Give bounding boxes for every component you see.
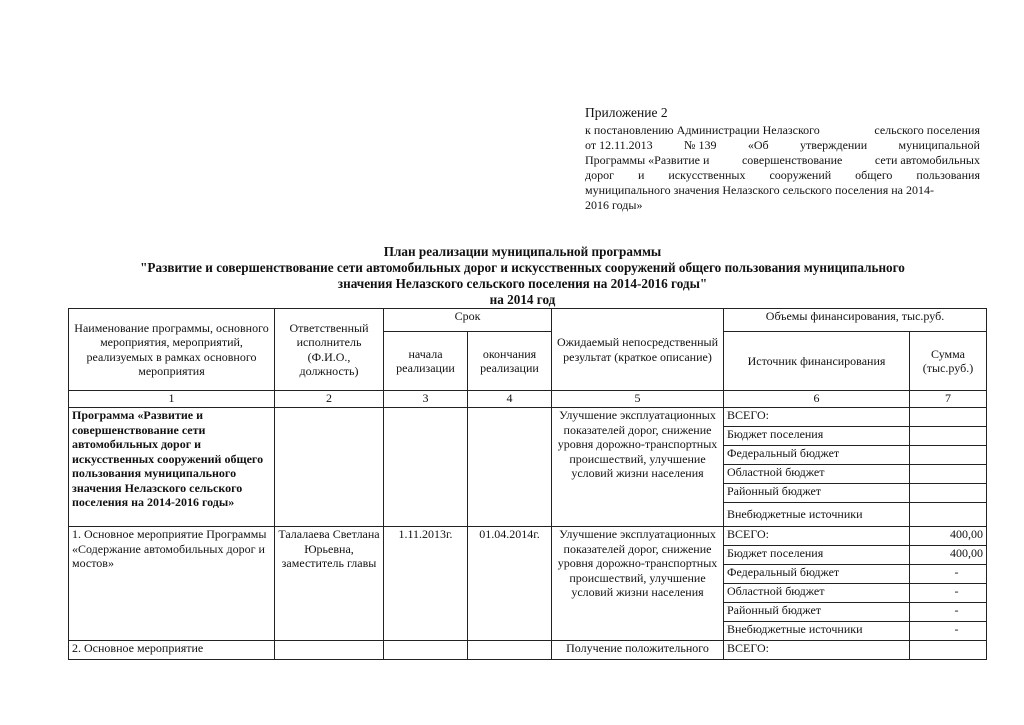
col-number: 7 — [910, 391, 987, 408]
funding-source: ВСЕГО: — [724, 527, 910, 546]
funding-sum: 400,00 — [910, 527, 987, 546]
funding-source: Областной бюджет — [724, 465, 910, 484]
program-start — [384, 408, 468, 527]
header-term: Срок — [384, 309, 552, 332]
col-number: 1 — [69, 391, 275, 408]
appendix-text: № 139 — [684, 138, 717, 152]
col-number: 6 — [724, 391, 910, 408]
header-end: окончания реализации — [468, 332, 552, 391]
appendix-text: искусственных — [668, 168, 746, 182]
appendix-text: к постановлению Администрации Нелазского — [585, 123, 820, 137]
activity-end — [468, 641, 552, 660]
appendix-line — [585, 183, 980, 198]
appendix-text: муниципальной — [898, 138, 980, 152]
appendix-line — [585, 198, 980, 213]
appendix-text: сельского поселения — [874, 123, 980, 137]
header-name: Наименование программы, основного мероприятия, мероприятий, реализуемых в рамках основного мероприятия — [69, 309, 275, 391]
appendix-line — [585, 168, 980, 183]
appendix-block — [585, 104, 980, 213]
funding-source: Бюджет поселения — [724, 546, 910, 565]
appendix-text: от 12.11.2013 — [585, 138, 653, 152]
appendix-line — [585, 153, 980, 168]
activity-responsible: Талалаева Светлана Юрьевна, заместитель главы — [275, 527, 384, 641]
funding-sum — [910, 503, 987, 527]
title-line: "Развитие и совершенствование сети автомобильных дорог и искусственных сооружений общего пользования муниципального — [140, 260, 905, 275]
header-responsible: Ответственный исполнитель (Ф.И.О., должность) — [275, 309, 384, 391]
table-row — [69, 527, 987, 546]
appendix-line — [585, 138, 980, 153]
funding-sum: - — [910, 584, 987, 603]
appendix-line — [585, 123, 980, 138]
activity-start — [384, 641, 468, 660]
col-number: 5 — [552, 391, 724, 408]
program-expected: Улучшение эксплуатационных показателей дорог, снижение уровня дорожно-транспортных происшествий, улучшение условий жизни населения — [552, 408, 724, 527]
funding-sum — [910, 465, 987, 484]
header-start: начала реализации — [384, 332, 468, 391]
column-number-row — [69, 391, 987, 408]
appendix-text: 2016 годы» — [585, 198, 643, 212]
appendix-text: «Об — [747, 138, 769, 152]
appendix-text: общего — [855, 168, 893, 182]
funding-source: Федеральный бюджет — [724, 446, 910, 465]
funding-sum — [910, 427, 987, 446]
program-end — [468, 408, 552, 527]
funding-sum — [910, 446, 987, 465]
table-row — [69, 408, 987, 427]
funding-source: ВСЕГО: — [724, 408, 910, 427]
funding-source: Районный бюджет — [724, 484, 910, 503]
col-number: 2 — [275, 391, 384, 408]
funding-sum: 400,00 — [910, 546, 987, 565]
document-title — [60, 244, 985, 308]
title-line: План реализации муниципальной программы — [383, 244, 662, 259]
col-number: 4 — [468, 391, 552, 408]
header-sum: Сумма (тыс.руб.) — [910, 332, 987, 391]
funding-source: Областной бюджет — [724, 584, 910, 603]
appendix-text: сооружений — [769, 168, 832, 182]
header-source: Источник финансирования — [724, 332, 910, 391]
appendix-text: совершенствование — [741, 153, 843, 167]
funding-source: Районный бюджет — [724, 603, 910, 622]
funding-source: Внебюджетные источники — [724, 503, 910, 527]
header-row — [69, 309, 987, 332]
table-row — [69, 641, 987, 660]
activity-end: 01.04.2014г. — [468, 527, 552, 641]
funding-sum — [910, 641, 987, 660]
program-responsible — [275, 408, 384, 527]
appendix-title: Приложение 2 — [585, 105, 668, 120]
col-number: 3 — [384, 391, 468, 408]
activity-name: 1. Основное мероприятие Программы «Содержание автомобильных дорог и мостов» — [69, 527, 275, 641]
funding-source: Федеральный бюджет — [724, 565, 910, 584]
header-expected: Ожидаемый непосредственный результат (краткое описание) — [552, 309, 724, 391]
title-line: на 2014 год — [489, 292, 556, 307]
funding-sum — [910, 484, 987, 503]
appendix-text: пользования — [916, 168, 980, 182]
funding-source: ВСЕГО: — [724, 641, 910, 660]
activity-name: 2. Основное мероприятие — [69, 641, 275, 660]
funding-sum: - — [910, 603, 987, 622]
appendix-text: Программы «Развитие и — [585, 153, 710, 167]
appendix-text: сети автомобильных — [874, 153, 980, 167]
activity-responsible — [275, 641, 384, 660]
funding-sum: - — [910, 565, 987, 584]
appendix-text: и — [637, 168, 645, 182]
plan-table — [68, 308, 987, 660]
program-name: Программа «Развитие и совершенствование сети автомобильных дорог и искусственных сооружений общего пользования муниципального значения Нелазского сельского поселения на 2014-2016 годы» — [69, 408, 275, 527]
header-funding: Объемы финансирования, тыс.руб. — [724, 309, 987, 332]
appendix-text: дорог — [585, 168, 615, 182]
funding-source: Внебюджетные источники — [724, 622, 910, 641]
appendix-text: муниципального значения Нелазского сельского поселения на 2014- — [585, 183, 934, 197]
funding-sum — [910, 408, 987, 427]
activity-expected: Получение положительного — [552, 641, 724, 660]
activity-expected: Улучшение эксплуатационных показателей дорог, снижение уровня дорожно-транспортных происшествий, улучшение условий жизни населения — [552, 527, 724, 641]
title-line: значения Нелазского сельского поселения на 2014-2016 годы" — [337, 276, 708, 291]
funding-source: Бюджет поселения — [724, 427, 910, 446]
appendix-text: утверждении — [800, 138, 868, 152]
activity-start: 1.11.2013г. — [384, 527, 468, 641]
funding-sum: - — [910, 622, 987, 641]
